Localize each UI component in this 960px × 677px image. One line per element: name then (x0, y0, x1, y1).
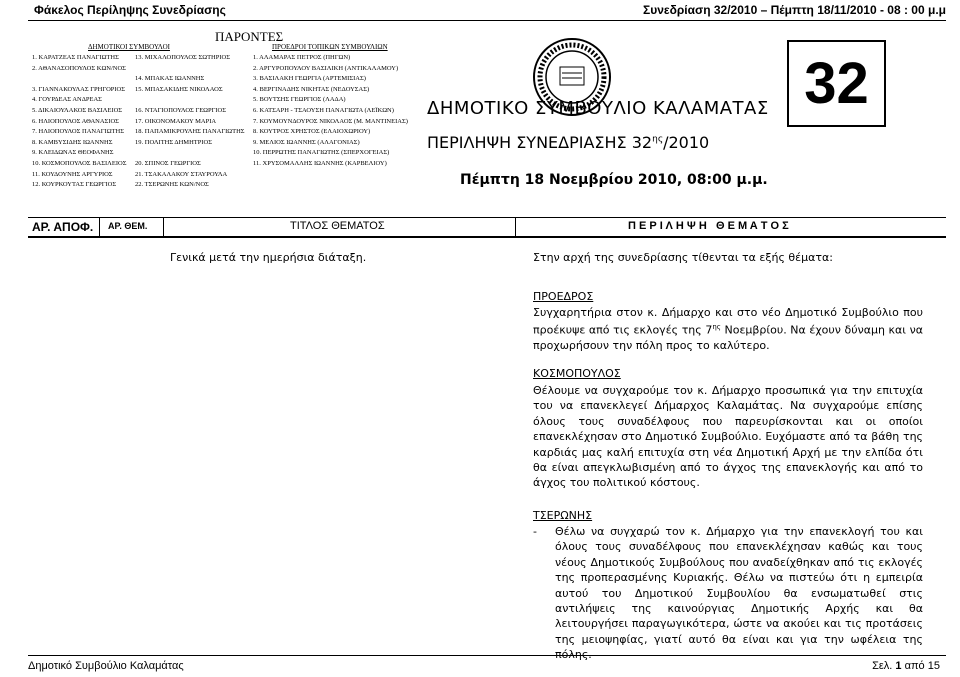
member-name (135, 96, 245, 107)
member-name: 1. ΚΑΡΑΤΖΕΑΣ ΠΑΝΑΓΙΩΤΗΣ (32, 54, 119, 61)
member-name: 11. ΧΡΥΣΟΜΑΛΛΗΣ ΙΩΑΝΝΗΣ (ΚΑΡΒΕΛΙΟΥ) (253, 159, 387, 167)
member-name: 10. ΚΟΣΜΟΠΟΥΛΟΣ ΒΑΣΙΛΕΙΟΣ (32, 159, 127, 167)
session-date: Πέμπτη 18 Νοεμβρίου 2010, 08:00 μ.μ. (460, 172, 768, 188)
member-name: 19. ΠΟΛΙΤΗΣ ΔΗΜΗΤΡΙΟΣ (135, 138, 212, 146)
member-name: 2. ΑΡΓΥΡΟΠΟΥΛΟΥ ΒΑΣΙΛΙΚΗ (ΑΝΤΙΚΑΛΑΜΟΥ) (253, 64, 399, 72)
local-presidents-heading: ΠΡΟΕΔΡΟΙ ΤΟΠΙΚΩΝ ΣΥΜΒΟΥΛΙΩΝ (272, 43, 388, 51)
council-title: ΔΗΜΟΤΙΚΟ ΣΥΜΒΟΥΛΙΟ ΚΑΛΑΜΑΤΑΣ (427, 98, 769, 119)
council-members-list-1 (32, 54, 127, 192)
member-name: 8. ΚΑΜΒΥΣΙΔΗΣ ΙΩΑΝΝΗΣ (32, 138, 113, 146)
member-name: 11. ΚΟΥΔΟΥΝΗΣ ΑΡΓΥΡΙΟΣ (32, 170, 113, 178)
member-name: 21. ΤΣΑΚΑΛΑΚΟΥ ΣΤΑΥΡΟΥΛΑ (135, 170, 228, 178)
footer-divider (28, 655, 946, 656)
member-name: 16. ΝΤΑΓΙΟΠΟΥΛΟΣ ΓΕΩΡΓΙΟΣ (135, 106, 227, 114)
page-indicator: Σελ. 1 από 15 (872, 660, 940, 672)
member-name: 18. ΠΑΠΑΜΙΚΡΟΥΛΗΣ ΠΑΝΑΓΙΩΤΗΣ (135, 128, 245, 136)
member-name: 7. ΗΛΙΟΠΟΥΛΟΣ ΠΑΝΑΓΙΩΤΗΣ (32, 128, 124, 136)
summary-intro: Στην αρχή της συνεδρίασης τίθενται τα εξής θέματα: (533, 251, 833, 264)
session-number-box: 32 (787, 40, 886, 127)
member-name: 15. ΜΠΑΣΑΚΙΔΗΣ ΝΙΚΟΛΑΟΣ (135, 85, 223, 93)
speaker-text: Συγχαρητήρια στον κ. Δήμαρχο και στο νέο Δημοτικό Συμβούλιο που προέκυψε από τις εκλογές της $7^{\eta\varsigma}$ Νοεμβρίου. Να έχουν δύναμη και να προχωρήσουν την πόλη προς το καλύτερο. (533, 306, 923, 353)
member-name: 20. ΣΠΙΝΟΣ ΓΕΩΡΓΙΟΣ (135, 159, 201, 167)
topic-title-header: ΤΙΤΛΟΣ ΘΕΜΑΤΟΣ (290, 220, 385, 232)
col-divider-1 (99, 217, 100, 237)
topic-title: Γενικά μετά την ημερήσια διάταξη. (170, 251, 367, 264)
folder-title: Φάκελος Περίληψης Συνεδρίασης (34, 3, 226, 17)
col-divider-2 (163, 217, 164, 237)
member-name: 9. ΚΛΕΙΔΩΝΑΣ ΘΕΟΦΑΝΗΣ (32, 149, 114, 157)
member-name: 13. ΜΙΧΑΛΟΠΟΥΛΟΣ ΣΩΤΗΡΙΟΣ (135, 54, 230, 61)
member-name: 2. ΑΘΑΝΑΣΟΠΟΥΛΟΣ ΚΩΝ/ΝΟΣ (32, 64, 126, 72)
column-header-bar (28, 217, 946, 238)
member-name: 1. ΑΛΑΜΑΡΑΣ ΠΕΤΡΟΣ (ΠΗΓΩΝ) (253, 54, 351, 61)
list-dash: - (533, 525, 537, 538)
summary-title: ΠΕΡΙΛΗΨΗ ΣΥΝΕΔΡΙΑΣΗΣ $32^{\eta\varsigma}/2010$ (427, 133, 710, 152)
member-name: 10. ΠΕΡΡΩΤΗΣ ΠΑΝΑΓΙΩΤΗΣ (ΣΠΕΡΧΟΓΕΙΑΣ) (253, 149, 390, 157)
member-name: 9. ΜΕΛΙΟΣ ΙΩΑΝΝΗΣ (ΑΛΑΓΟΝΙΑΣ) (253, 138, 360, 146)
speaker-name: ΠΡΟΕΔΡΟΣ (533, 290, 594, 303)
session-header: Συνεδρίαση 32/2010 – Πέμπτη 18/11/2010 - 08 : 00 μ.μ (643, 3, 946, 17)
local-presidents-list (253, 54, 408, 171)
member-name: 22. ΤΣΕΡΩΝΗΣ ΚΩΝ/ΝΟΣ (135, 181, 209, 189)
member-name: 6. ΚΑΤΣΑΡΗ - ΤΣΑΟΥΣΗ ΠΑΝΑΓΙΩΤΑ (ΛΕΪΚΩΝ) (253, 106, 394, 114)
speaker-name: ΤΣΕΡΩΝΗΣ (533, 509, 593, 522)
member-name: 4. ΓΟΥΡΔΕΑΣ ΑΝΔΡΕΑΣ (32, 96, 102, 104)
member-name: 12. ΚΟΥΡΚΟΥΤΑΣ ΓΕΩΡΓΙΟΣ (32, 181, 117, 189)
member-name: 3. ΓΙΑΝΝΑΚΟΥΛΑΣ ΓΡΗΓΟΡΙΟΣ (32, 85, 126, 93)
col-divider-3 (515, 217, 516, 237)
present-title: ΠΑΡΟΝΤΕΣ (215, 29, 284, 44)
topic-summary-header: Π Ε Ρ Ι Λ Η Ψ Η Θ Ε Μ Α Τ Ο Σ (628, 220, 789, 232)
council-members-heading: ΔΗΜΟΤΙΚΟΙ ΣΥΜΒΟΥΛΟΙ (88, 43, 170, 51)
member-name: 5. ΔΙΚΑΙΟΥΛΑΚΟΣ ΒΑΣΙΛΕΙΟΣ (32, 106, 123, 114)
member-name: 17. ΟΙΚΟΝΟΜΑΚΟΥ ΜΑΡΙΑ (135, 117, 217, 125)
member-name: 6. ΗΛΙΟΠΟΥΛΟΣ ΑΘΑΝΑΣΙΟΣ (32, 117, 119, 125)
member-name: 5. ΒΟΥΤΣΗΣ ΓΕΩΡΓΙΟΣ (ΛΑΔΑ) (253, 96, 346, 104)
member-name (135, 65, 245, 76)
member-name: 7. ΚΟΥΜΟΥΝΔΟΥΡΟΣ ΝΙΚΟΛΑΟΣ (Μ. ΜΑΝΤΙΝΕΙΑΣ) (253, 117, 408, 125)
member-name: 14. ΜΠΑΚΑΣ ΙΩΑΝΝΗΣ (135, 75, 205, 83)
decision-no-header: ΑΡ. ΑΠΟΦ. (32, 220, 94, 234)
speaker-text: Θέλω να συγχαρώ τον κ. Δήμαρχο για την επανεκλογή του και όλους τους συναδέλφους που επανεκλέχησαν καθώς και τους νέους Δημοτικούς Συμβούλους που αναδείχθηκαν από τις εκλογές της προπερασμένης Κυριακής. Θέλω να πιστεύω ότι η εμπειρία αυτού του Δημοτικού Συμβουλίου θα ενσωματωθεί στις αντιλήψεις της καινούργιας Δημοτικής Αρχής και θα λειτουργήσει παραγωγικότερα, ώστε να ακούει και τις προτάσεις της μειοψηφίας, γιατί αυτό θα είναι και για την ωφέλεια της πόλης. (555, 525, 923, 662)
topic-no-header: ΑΡ. ΘΕΜ. (108, 221, 148, 231)
header-divider (28, 20, 946, 21)
member-name: 4. ΒΕΡΓΙΝΑΔΗΣ ΝΙΚΗΤΑΣ (ΝΕΔΟΥΣΑΣ) (253, 85, 370, 93)
member-name (135, 149, 245, 160)
footer-council: Δημοτικό Συμβούλιο Καλαμάτας (28, 660, 184, 672)
member-name: 8. ΚΟΥΤΡΟΣ ΧΡΗΣΤΟΣ (ΕΛΑΙΟΧΩΡΙΟΥ) (253, 128, 371, 136)
speaker-text: Θέλουμε να συγχαρούμε τον κ. Δήμαρχο προσωπικά για την επιτυχία του να επανεκλεγεί Δήμαρχος Καλαμάτας. Να συγχαρούμε επίσης όλους τους συναδέλφους που παρευρίσκονται και οι οποίοι επανεκλέχησαν στο Δημοτικό Συμβούλιο. Ευχόμαστε από τα βάθη της καρδιάς μας καλή επιτυχία στη νέα Δημοτική Αρχή με την ελπίδα ότι θα είναι απεγκλωβισμένη από το άγχος της επανεκλογής και από το άγχος του πολιτικού κόστους. (533, 384, 923, 490)
council-members-list-2 (135, 54, 245, 192)
speaker-name: ΚΟΣΜΟΠΟΥΛΟΣ (533, 367, 621, 380)
member-name: 3. ΒΑΣΙΛΑΚΗ ΓΕΩΡΓΙΑ (ΑΡΤΕΜΙΣΙΑΣ) (253, 75, 366, 83)
member-name (32, 75, 127, 86)
